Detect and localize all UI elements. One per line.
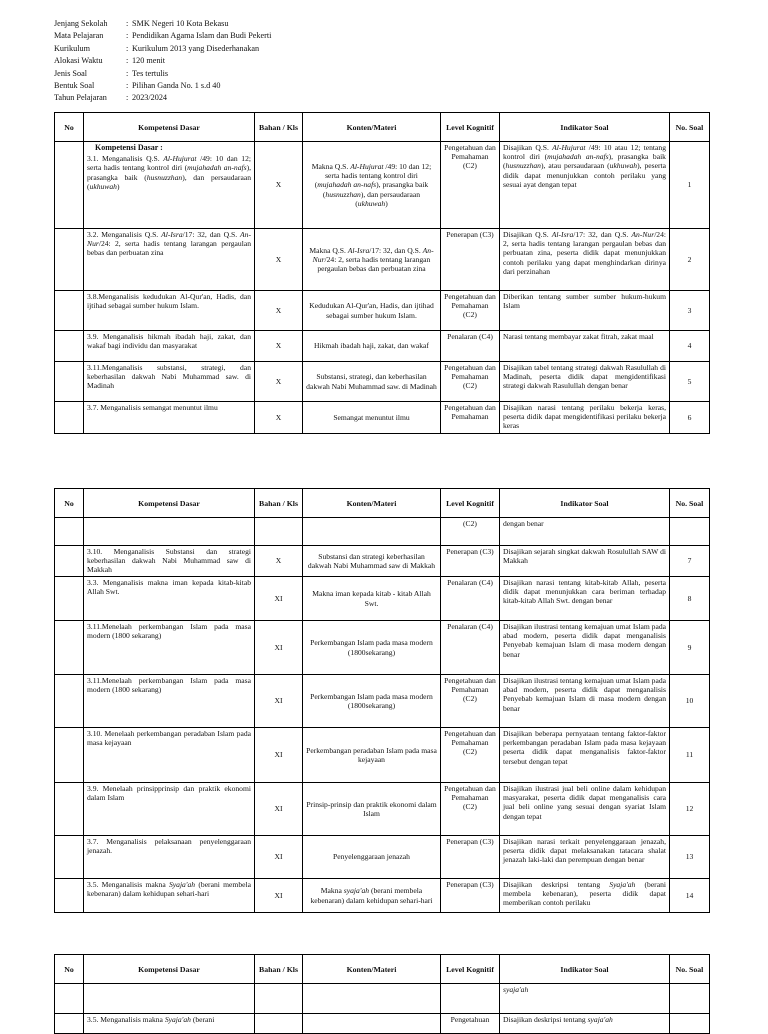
no-soal-cell: 4 [670, 331, 710, 362]
col-header-konten: Konten/Materi [303, 489, 441, 518]
row-number-cell [55, 362, 84, 402]
konten-cell: Penyelenggaraan jenazah [303, 836, 441, 879]
kd-cell [84, 142, 255, 229]
bahan-cell: X [255, 362, 303, 402]
level-cell: Pengetahuan dan Pemahaman (C2) [441, 783, 500, 836]
kd-cell [84, 331, 255, 362]
kd-text: 3.2. Menganalisis Q.S. Al-Isra/17: 32, dan Q.S. An-Nur/24: 2, serta hadis tentang larangan pergaulan bebas dan perbuatan zina [87, 230, 251, 258]
col-header-bahan: Bahan / Kls [255, 955, 303, 984]
row-number-cell [55, 577, 84, 621]
level-cell: Penerapan (C3) [441, 546, 500, 577]
no-soal-cell: 2 [670, 229, 710, 291]
indikator-cell: Disajikan deskripsi tentang syaja'ah [500, 1014, 670, 1034]
row-number-cell [55, 621, 84, 675]
table-header-row [55, 955, 710, 984]
kisi-kisi-table-1 [54, 112, 710, 434]
header-colon: : [126, 81, 129, 91]
konten-cell: Makna Q.S. Al-Isra/17: 32, dan Q.S. An-Nur/24: 2, serta hadis tentang larangan pergaulan bebas dan perbuatan zina [303, 229, 441, 291]
kd-cell [84, 229, 255, 291]
col-header-no-soal: No. Soal [670, 955, 710, 984]
kd-text: 3.7. Menganalisis semangat menuntut ilmu [87, 403, 218, 412]
konten-cell: Kedudukan Al-Qur'an, Hadis, dan ijtihad sebagai sumber hukum Islam. [303, 291, 441, 331]
kd-text: 3.7. Menganalisis pelaksanaan penyelenggaraan jenazah. [87, 837, 251, 856]
table-row [55, 291, 710, 331]
col-header-konten: Konten/Materi [303, 113, 441, 142]
konten-cell: Semangat menuntut ilmu [303, 402, 441, 434]
col-header-no-soal: No. Soal [670, 113, 710, 142]
header-line [54, 18, 271, 30]
header-value: Kurikulum 2013 yang Disederhanakan [132, 43, 260, 53]
konten-cell: Makna Q.S. Al-Hujurat /49: 10 dan 12; serta hadis tentang kontrol diri (mujahadah an-nafs), prasangka baik (husnuzzhan), dan persaudaraan (ukhuwah) [303, 142, 441, 229]
indikator-cell: Disajikan beberapa pernyataan tentang faktor-faktor perkembangan peradaban Islam pada masa kejayaan peserta didik dapat menganalisis faktor-faktor tersebut dengan tepat [500, 728, 670, 783]
table-row [55, 879, 710, 913]
level-cell: Penalaran (C4) [441, 331, 500, 362]
kd-text: 3.8.Menganalisis kedudukan Al-Qur'an, Hadis, dan ijtihad sebagai sumber hukum Islam. [87, 292, 251, 311]
table-row [55, 546, 710, 577]
row-number-cell [55, 836, 84, 879]
header-line [54, 92, 271, 104]
indikator-cell: Narasi tentang membayar zakat fitrah, zakat maal [500, 331, 670, 362]
header-line [54, 80, 271, 92]
col-header-bahan: Bahan / Kls [255, 113, 303, 142]
header-value: Tes tertulis [132, 68, 169, 78]
header-label: Kurikulum [54, 43, 90, 53]
document-header [54, 18, 271, 105]
row-number-cell [55, 291, 84, 331]
header-label: Bentuk Soal [54, 81, 95, 91]
header-line [54, 55, 271, 67]
header-value: Pendidikan Agama Islam dan Budi Pekerti [132, 31, 272, 41]
header-colon: : [126, 68, 129, 78]
table-row [55, 331, 710, 362]
no-soal-cell: 10 [670, 675, 710, 728]
kd-cell [84, 728, 255, 783]
col-header-level: Level Kognitif [441, 113, 500, 142]
header-label: Alokasi Waktu [54, 56, 103, 66]
col-header-indikator: Indikator Soal [500, 955, 670, 984]
indikator-cell: Disajikan deskripsi tentang Syaja'ah (berani membela kebenaran), peserta didik dapat memberikan contoh perilaku [500, 879, 670, 913]
kisi-kisi-table-3 [54, 954, 710, 1034]
table-row [55, 362, 710, 402]
bahan-cell: X [255, 142, 303, 229]
no-soal-cell: 7 [670, 546, 710, 577]
bahan-cell: X [255, 291, 303, 331]
kd-text: 3.10. Menganalisis Substansi dan strategi keberhasilan dakwah Nabi Muhammad saw di Makkah [87, 547, 251, 575]
no-soal-cell: 3 [670, 291, 710, 331]
col-header-kd: Kompetensi Dasar [84, 489, 255, 518]
table-row [55, 836, 710, 879]
kd-text: 3.11.Menelaah perkembangan Islam pada masa modern (1800 sekarang) [87, 622, 251, 641]
row-number-cell [55, 142, 84, 229]
row-number-cell [55, 879, 84, 913]
row-number-cell [55, 675, 84, 728]
table-row [55, 142, 710, 229]
row-number-cell [55, 229, 84, 291]
indikator-cell: Disajikan narasi terkait penyelenggaraan jenazah, peserta didik dapat melaksanakan tatacara shalat jenazah laki-laki dan perempuan dengan benar [500, 836, 670, 879]
bahan-cell: XI [255, 879, 303, 913]
level-cell: Penalaran (C4) [441, 577, 500, 621]
indikator-cell: Disajikan tabel tentang strategi dakwah Rasulullah di Madinah, peserta didik dapat mengidentifikasi strategi dakwah Rasulullah dengan benar [500, 362, 670, 402]
header-colon: : [126, 31, 129, 41]
header-label: Jenis Soal [54, 68, 87, 78]
table-row [55, 728, 710, 783]
table-row [55, 621, 710, 675]
kd-text: 3.5. Menganalisis makna Syaja'ah (berani membela kebenaran) dalam kehidupan sehari-hari [87, 880, 251, 899]
kisi-kisi-table-2 [54, 488, 710, 913]
header-colon: : [126, 56, 129, 66]
col-header-no: No [55, 489, 84, 518]
header-label: Jenjang Sekolah [54, 19, 108, 28]
level-cell: Penerapan (C3) [441, 836, 500, 879]
no-soal-cell: 1 [670, 142, 710, 229]
kd-text: 3.1. Menganalisis Q.S. Al-Hujurat /49: 10 dan 12; serta hadis tentang kontrol diri (mujahadah an-nafs), prasangka baik (husnuzzhan), dan persaudaraan (ukhuwah) [87, 154, 251, 191]
indikator-cell: Disajikan narasi tentang perilaku bekerja keras, peserta didik dapat mengidentifikasi perilaku bekerja keras [500, 402, 670, 434]
no-soal-cell: 9 [670, 621, 710, 675]
konten-cell: Hikmah ibadah haji, zakat, dan wakaf [303, 331, 441, 362]
col-header-no-soal: No. Soal [670, 489, 710, 518]
konten-cell: Substansi dan strategi keberhasilan dakwah Nabi Muhammad saw di Makkah [303, 546, 441, 577]
bahan-cell: XI [255, 836, 303, 879]
indikator-cell: Disajikan ilustrasi tentang kemajuan umat Islam pada abad modern, peserta didik dapat menganalisis Penyebab kemajuan Islam di masa modern dengan benar [500, 675, 670, 728]
table-row-carryover [55, 984, 710, 1014]
bahan-cell: XI [255, 783, 303, 836]
konten-cell: Perkembangan Islam pada masa modern (1800sekarang) [303, 675, 441, 728]
kd-heading: Kompetensi Dasar : [95, 143, 163, 152]
no-soal-cell: 12 [670, 783, 710, 836]
no-soal-cell: 5 [670, 362, 710, 402]
col-header-bahan: Bahan / Kls [255, 489, 303, 518]
kd-cell: 3.5. Menganalisis makna Syaja'ah (berani [84, 1014, 255, 1034]
col-header-kd: Kompetensi Dasar [84, 955, 255, 984]
table-row-carryover [55, 518, 710, 546]
table-row [55, 783, 710, 836]
col-header-konten: Konten/Materi [303, 955, 441, 984]
level-cell: Penerapan (C3) [441, 879, 500, 913]
kd-text: 3.11.Menelaah perkembangan Islam pada masa modern (1800 sekarang) [87, 676, 251, 695]
col-header-level: Level Kognitif [441, 489, 500, 518]
no-soal-cell: 11 [670, 728, 710, 783]
indikator-cell: Disajikan ilustrasi jual beli online dalam kehidupan masyarakat, peserta didik dapat menganalisis cara jual beli online yang sesuai dengan syariat Islam dengan tepat [500, 783, 670, 836]
konten-cell: Makna syaja'ah (berani membela kebenaran) dalam kehidupan sehari-hari [303, 879, 441, 913]
header-value: SMK Negeri 10 Kota Bekasu [132, 19, 229, 28]
bahan-cell: X [255, 331, 303, 362]
bahan-cell: X [255, 546, 303, 577]
indikator-cell: Diberikan tentang sumber sumber hukum-hukum Islam [500, 291, 670, 331]
kd-cell [84, 675, 255, 728]
col-header-no: No [55, 955, 84, 984]
table-row [55, 402, 710, 434]
level-cell: Pengetahuan dan Pemahaman (C2) [441, 291, 500, 331]
kd-cell [84, 836, 255, 879]
level-cell: (C2) [441, 518, 500, 546]
no-soal-cell: 8 [670, 577, 710, 621]
indikator-cell: syaja'ah [500, 984, 670, 1014]
kd-text: 3.9. Menelaah prinsipprinsip dan praktik ekonomi dalam Islam [87, 784, 251, 803]
kd-cell [84, 783, 255, 836]
kd-cell [84, 621, 255, 675]
header-value: 120 menit [132, 56, 165, 66]
indikator-cell: Disajikan Q.S. Al-Hujurat /49: 10 atau 12; tentang kontrol diri (mujahadah an-nafs), prasangka baik (husnuzzhan), atau persaudaraan (ukhuwah), peserta didik dapat menunjukkan contoh perilaku yang sesuai ayat dengan tepat [500, 142, 670, 229]
bahan-cell: XI [255, 728, 303, 783]
kd-cell [84, 879, 255, 913]
kd-text: 3.9. Menganalisis hikmah ibadah haji, zakat, dan wakaf bagi individu dan masyarakat [87, 332, 251, 351]
kd-text: 3.11.Menganalisis substansi, strategi, dan keberhasilan dakwah Nabi Muhammad saw. di Madinah [87, 363, 251, 391]
bahan-cell: X [255, 402, 303, 434]
kd-cell [84, 546, 255, 577]
level-cell: Pengetahuan dan Pemahaman (C2) [441, 675, 500, 728]
row-number-cell [55, 402, 84, 434]
konten-cell: Perkembangan peradaban Islam pada masa kejayaan [303, 728, 441, 783]
kd-cell [84, 402, 255, 434]
konten-cell: Makna iman kepada kitab - kitab Allah Swt. [303, 577, 441, 621]
level-cell: Pengetahuan dan Pemahaman (C2) [441, 142, 500, 229]
kd-cell [84, 577, 255, 621]
level-cell: Pengetahuan dan Pemahaman (C2) [441, 362, 500, 402]
level-cell: Pengetahuan dan Pemahaman (C2) [441, 728, 500, 783]
kd-text: 3.10. Menelaah perkembangan peradaban Islam pada masa kejayaan [87, 729, 251, 748]
table-header-row [55, 113, 710, 142]
header-colon: : [126, 93, 129, 103]
kd-text: 3.3. Menganalisis makna iman kepada kitab-kitab Allah Swt. [87, 578, 251, 597]
col-header-kd: Kompetensi Dasar [84, 113, 255, 142]
col-header-no: No [55, 113, 84, 142]
indikator-cell: Disajikan Q.S. Al-Isra/17: 32, dan Q.S. An-Nur/24: 2, serta hadis tentang larangan pergaulan bebas dan perbuatan zina, peserta didik dapat menunjukkan contoh perilaku yang dapat menghindarkan dirinya dari perzinahan [500, 229, 670, 291]
header-label: Tahun Pelajaran [54, 93, 107, 103]
table-row [55, 577, 710, 621]
bahan-cell: XI [255, 577, 303, 621]
row-number-cell [55, 331, 84, 362]
header-value: 2023/2024 [132, 93, 168, 103]
level-cell: Penalaran (C4) [441, 621, 500, 675]
no-soal-cell: 13 [670, 836, 710, 879]
header-label: Mata Pelajaran [54, 31, 104, 41]
bahan-cell: XI [255, 675, 303, 728]
level-cell: Pengetahuan [441, 1014, 500, 1034]
no-soal-cell: 6 [670, 402, 710, 434]
col-header-level: Level Kognitif [441, 955, 500, 984]
header-line [54, 68, 271, 80]
row-number-cell [55, 728, 84, 783]
level-cell: Penerapan (C3) [441, 229, 500, 291]
indikator-cell: dengan benar [500, 518, 670, 546]
col-header-indikator: Indikator Soal [500, 489, 670, 518]
kd-cell [84, 291, 255, 331]
konten-cell: Substansi, strategi, dan keberhasilan dakwah Nabi Muhammad saw. di Madinah [303, 362, 441, 402]
col-header-indikator: Indikator Soal [500, 113, 670, 142]
no-soal-cell: 14 [670, 879, 710, 913]
table-row [55, 675, 710, 728]
bahan-cell: X [255, 229, 303, 291]
header-colon: : [126, 43, 129, 53]
konten-cell: Perkembangan Islam pada masa modern (1800sekarang) [303, 621, 441, 675]
header-line [54, 30, 271, 42]
konten-cell: Prinsip-prinsip dan praktik ekonomi dalam Islam [303, 783, 441, 836]
header-colon: : [126, 19, 129, 28]
row-number-cell [55, 546, 84, 577]
bahan-cell: XI [255, 621, 303, 675]
indikator-cell: Disajikan sejarah singkat dakwah Rosulullah SAW di Makkah [500, 546, 670, 577]
indikator-cell: Disajikan narasi tentang kitab-kitab Allah, peserta didik dapat menunjukkan cara beriman terhadap kitab-kitab Allah Swt. dengan benar [500, 577, 670, 621]
table-header-row [55, 489, 710, 518]
row-number-cell [55, 783, 84, 836]
table-row [55, 229, 710, 291]
level-cell: Pengetahuan dan Pemahaman [441, 402, 500, 434]
header-line [54, 43, 271, 55]
header-value: Pilihan Ganda No. 1 s.d 40 [132, 81, 221, 91]
indikator-cell: Disajikan ilustrasi tentang kemajuan umat Islam pada abad modern, peserta didik dapat menganalisis Penyebab kemajuan Islam di masa modern dengan benar [500, 621, 670, 675]
kd-cell [84, 362, 255, 402]
